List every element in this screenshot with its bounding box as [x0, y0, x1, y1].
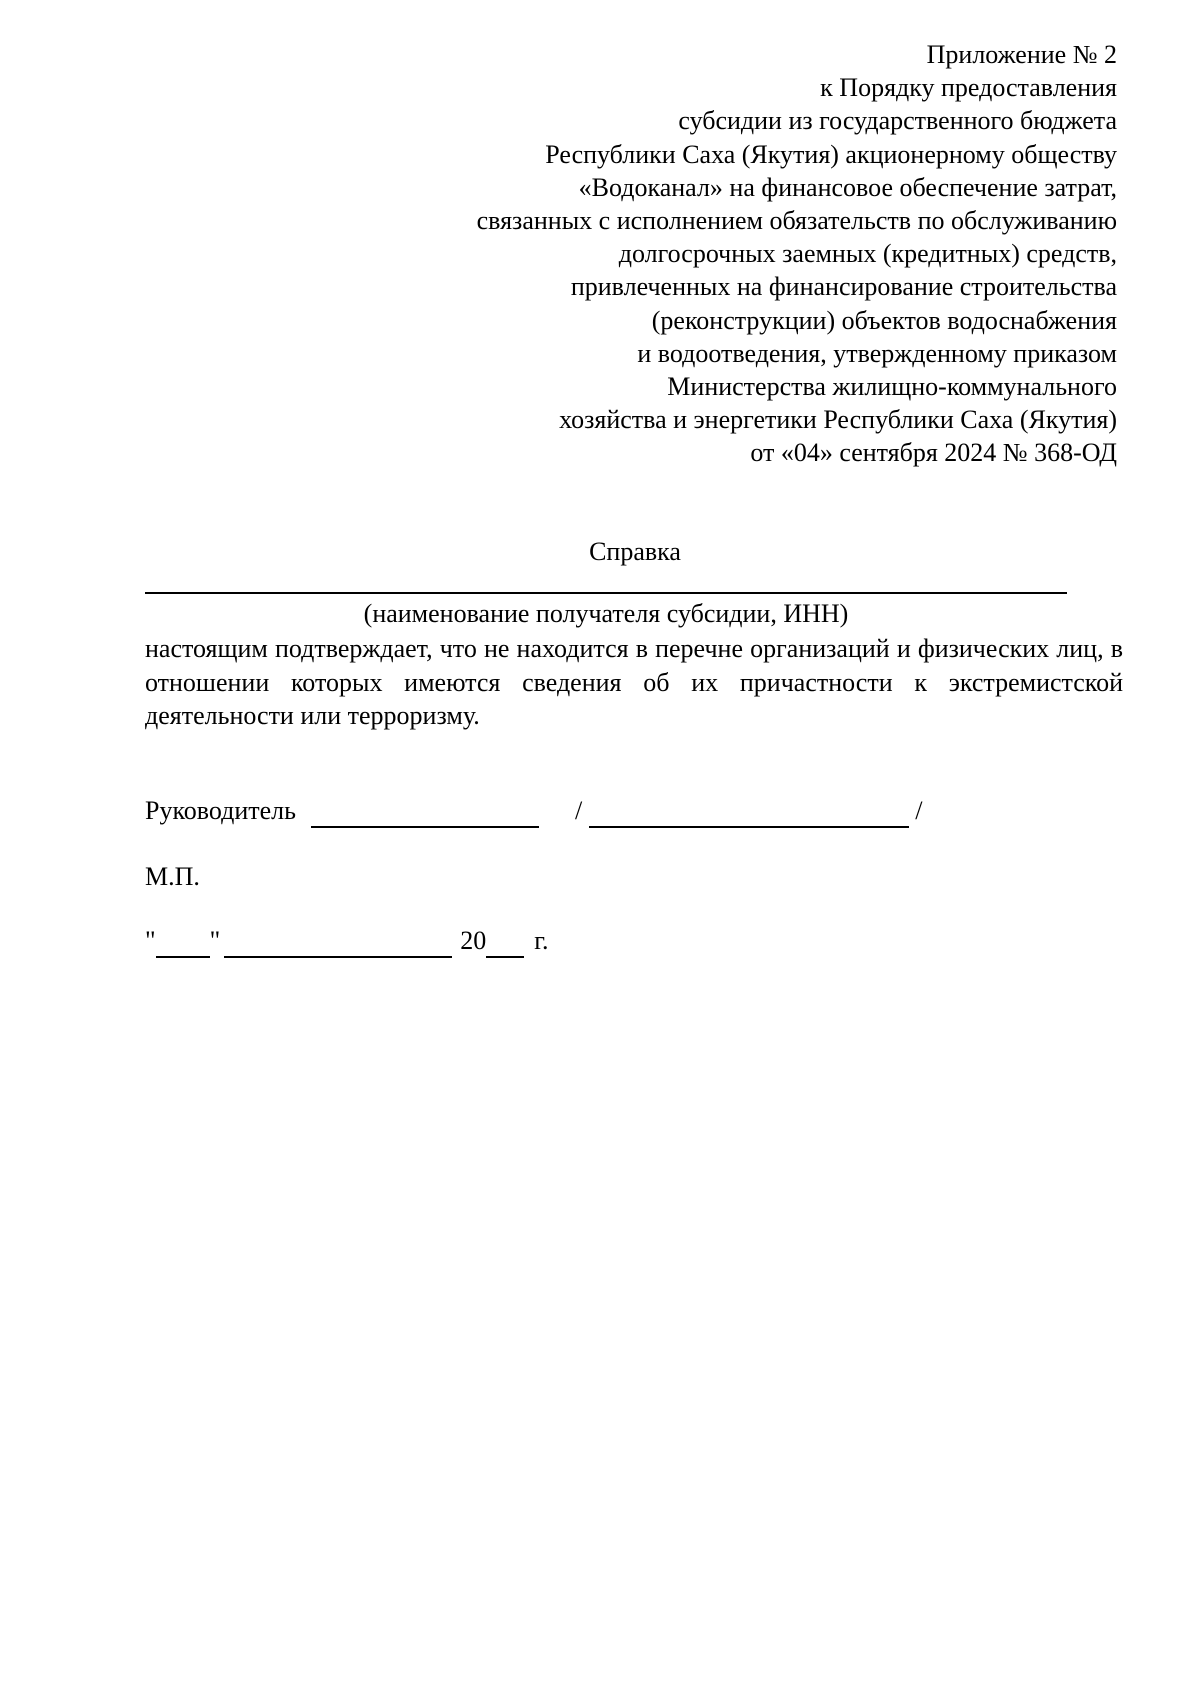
certificate-body-text: настоящим подтверждает, что не находится в перечне организаций и физических лиц, в отношении которых имеются сведения об их причастности к экстремистской деятельности или терроризму. — [145, 634, 1123, 730]
appendix-line: «Водоканал» на финансовое обеспечение затрат, — [578, 172, 1117, 202]
appendix-line: связанных с исполнением обязательств по обслуживанию — [476, 206, 1117, 236]
document-title: Справка — [589, 537, 681, 566]
date-close-quote: " — [209, 926, 221, 955]
signature-slash-open: / — [575, 796, 583, 825]
signature-row — [145, 794, 922, 828]
signature-blank — [311, 798, 539, 828]
appendix-line: субсидии из государственного бюджета — [678, 106, 1117, 136]
date-year-prefix: 20 — [460, 926, 487, 955]
appendix-line: к Порядку предоставления — [820, 73, 1117, 103]
appendix-line: привлеченных на финансирование строительства — [570, 272, 1117, 302]
recipient-caption: (наименование получателя субсидии, ИНН) — [363, 599, 849, 628]
date-open-quote: " — [145, 926, 156, 955]
appendix-line: долгосрочных заемных (кредитных) средств, — [618, 239, 1117, 269]
date-year-suffix: г. — [534, 926, 549, 955]
appendix-line: Приложение № 2 — [926, 40, 1117, 69]
date-row — [145, 924, 548, 958]
appendix-line: Республики Саха (Якутия) акционерному обществу — [545, 139, 1117, 169]
appendix-line: от «04» сентября 2024 № 368-ОД — [750, 438, 1117, 468]
stamp-label: М.П. — [145, 862, 200, 891]
appendix-line: Министерства жилищно-коммунального — [667, 372, 1117, 402]
signature-slash-close: / — [915, 796, 923, 825]
signature-name-blank — [589, 798, 909, 828]
date-month-blank — [224, 928, 452, 958]
date-year-blank — [486, 928, 524, 958]
date-day-blank — [156, 928, 210, 958]
appendix-line: хозяйства и энергетики Республики Саха (Якутия) — [559, 405, 1117, 435]
appendix-line: (реконструкции) объектов водоснабжения — [651, 305, 1117, 335]
signature-label: Руководитель — [145, 796, 296, 825]
appendix-header — [357, 38, 1117, 470]
recipient-name-blank — [145, 592, 1067, 594]
appendix-line: и водоотведения, утвержденному приказом — [637, 338, 1117, 368]
